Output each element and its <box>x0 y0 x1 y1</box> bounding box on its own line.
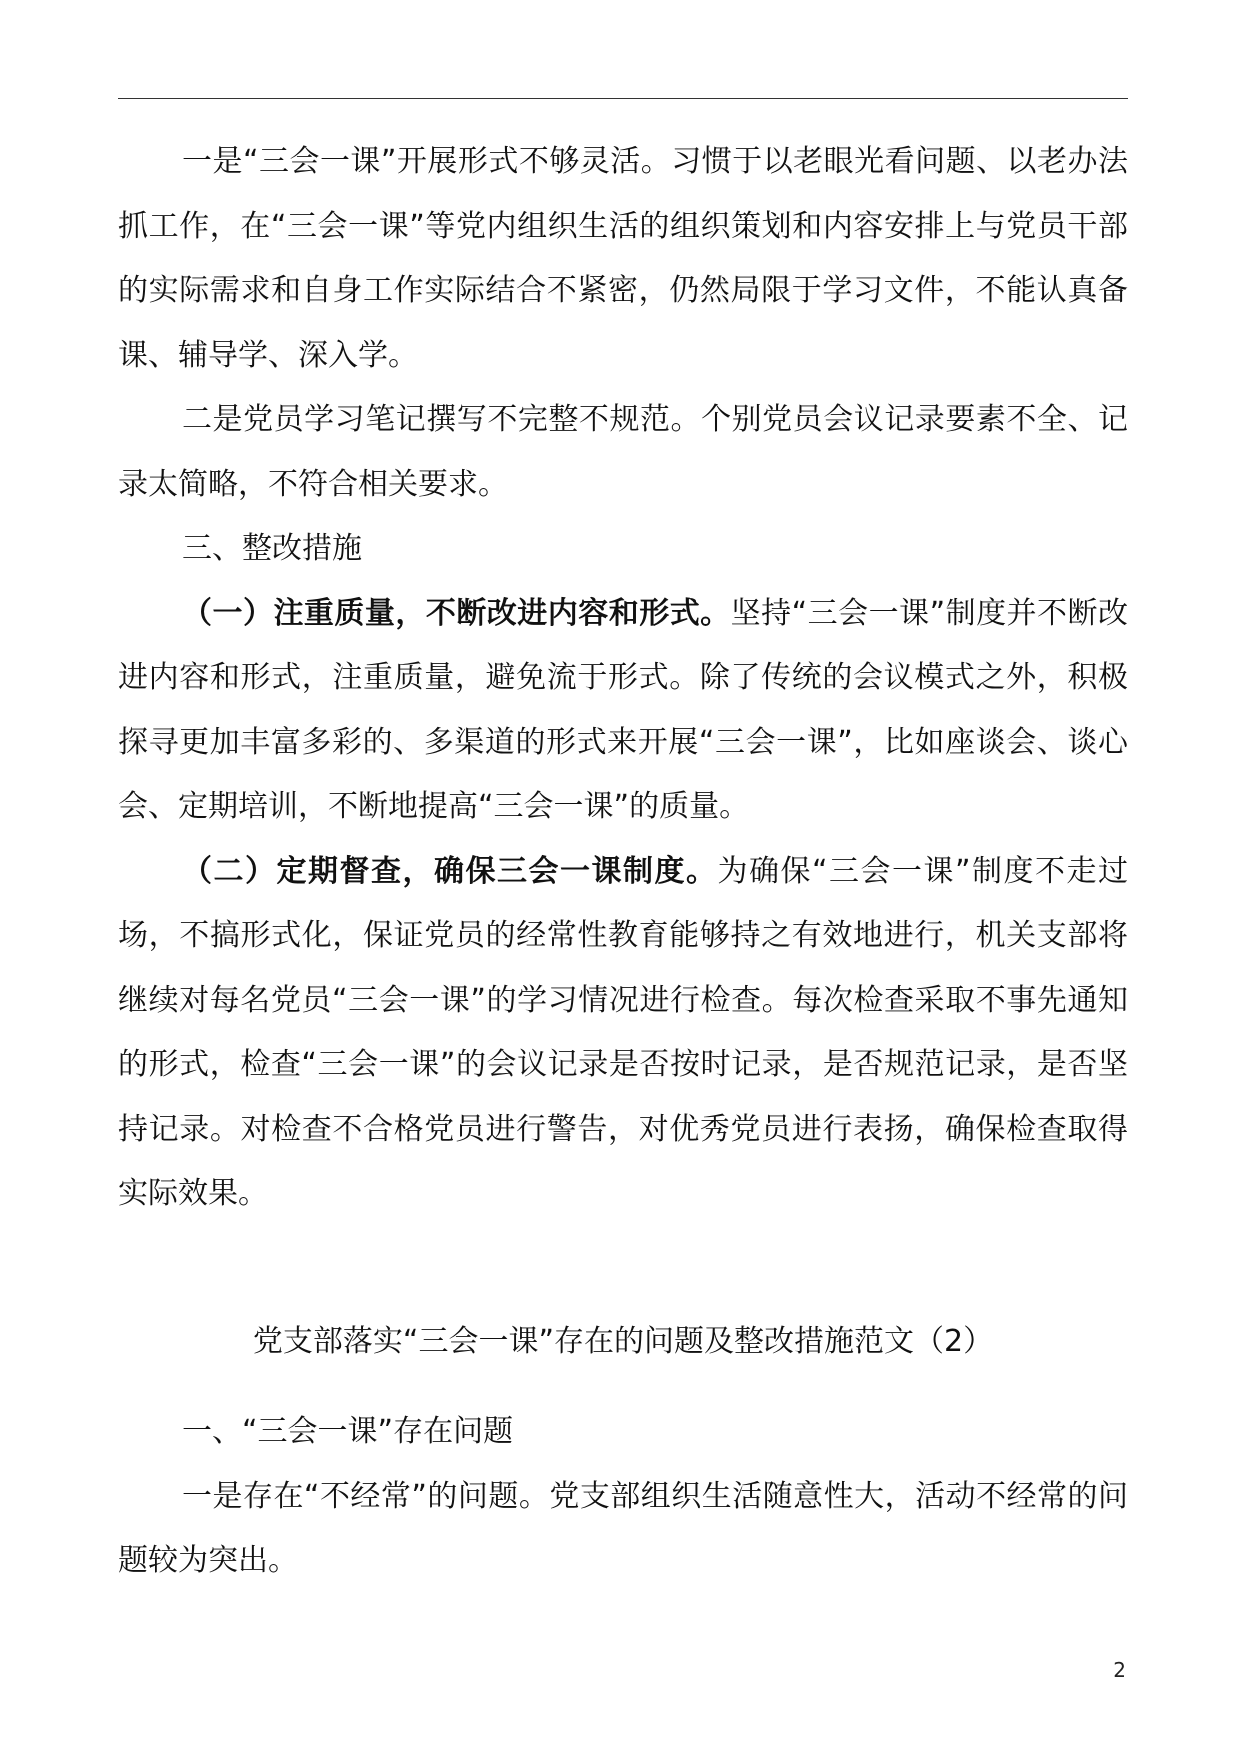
document-body <box>118 130 1128 1227</box>
paragraph-measure-2 <box>118 840 1128 1227</box>
section-heading-problems: 一、“三会一课”存在问题 <box>182 1414 514 1449</box>
header-rule <box>118 98 1128 99</box>
article-title-2: 党支部落实“三会一课”存在的问题及整改措施范文（2） <box>252 1324 994 1359</box>
paragraph-problem-irregular: 一是存在“不经常”的问题。党支部组织生活随意性大，活动不经常的问题较为突出。 <box>118 1478 1128 1578</box>
measure-1-title: （一）注重质量，不断改进内容和形式。 <box>182 595 731 631</box>
article-2-body <box>118 1400 1128 1594</box>
paragraph-problem-1: 一是“三会一课”开展形式不够灵活。习惯于以老眼光看问题、以老办法抓工作，在“三会一课”等党内组织生活的组织策划和内容安排上与党员干部的实际需求和自身工作实际结合不紧密，仍然局限于学习文件，不能认真备课、辅导学、深入学。 <box>118 144 1128 373</box>
measure-2-body: 为确保“三会一课”制度不走过场，不搞形式化，保证党员的经常性教育能够持之有效地进行，机关支部将继续对每名党员“三会一课”的学习情况进行检查。每次检查采取不事先通知的形式，检查“三会一课”的会议记录是否按时记录，是否规范记录，是否坚持记录。对检查不合格党员进行警告，对优秀党员进行表扬，确保检查取得实际效果。 <box>118 853 1128 1211</box>
page-number: 2 <box>1113 1658 1126 1682</box>
paragraph-problem-2: 二是党员学习笔记撰写不完整不规范。个别党员会议记录要素不全、记录太简略，不符合相关要求。 <box>118 402 1128 502</box>
measure-2-title: （二）定期督查，确保三会一课制度。 <box>182 853 718 889</box>
measure-1-body: 坚持“三会一课”制度并不断改进内容和形式，注重质量，避免流于形式。除了传统的会议模式之外，积极探寻更加丰富多彩的、多渠道的形式来开展“三会一课”，比如座谈会、谈心会、定期培训，不断地提高“三会一课”的质量。 <box>118 595 1128 824</box>
section-heading-measures: 三、整改措施 <box>182 531 362 566</box>
paragraph-measure-1 <box>118 582 1128 840</box>
